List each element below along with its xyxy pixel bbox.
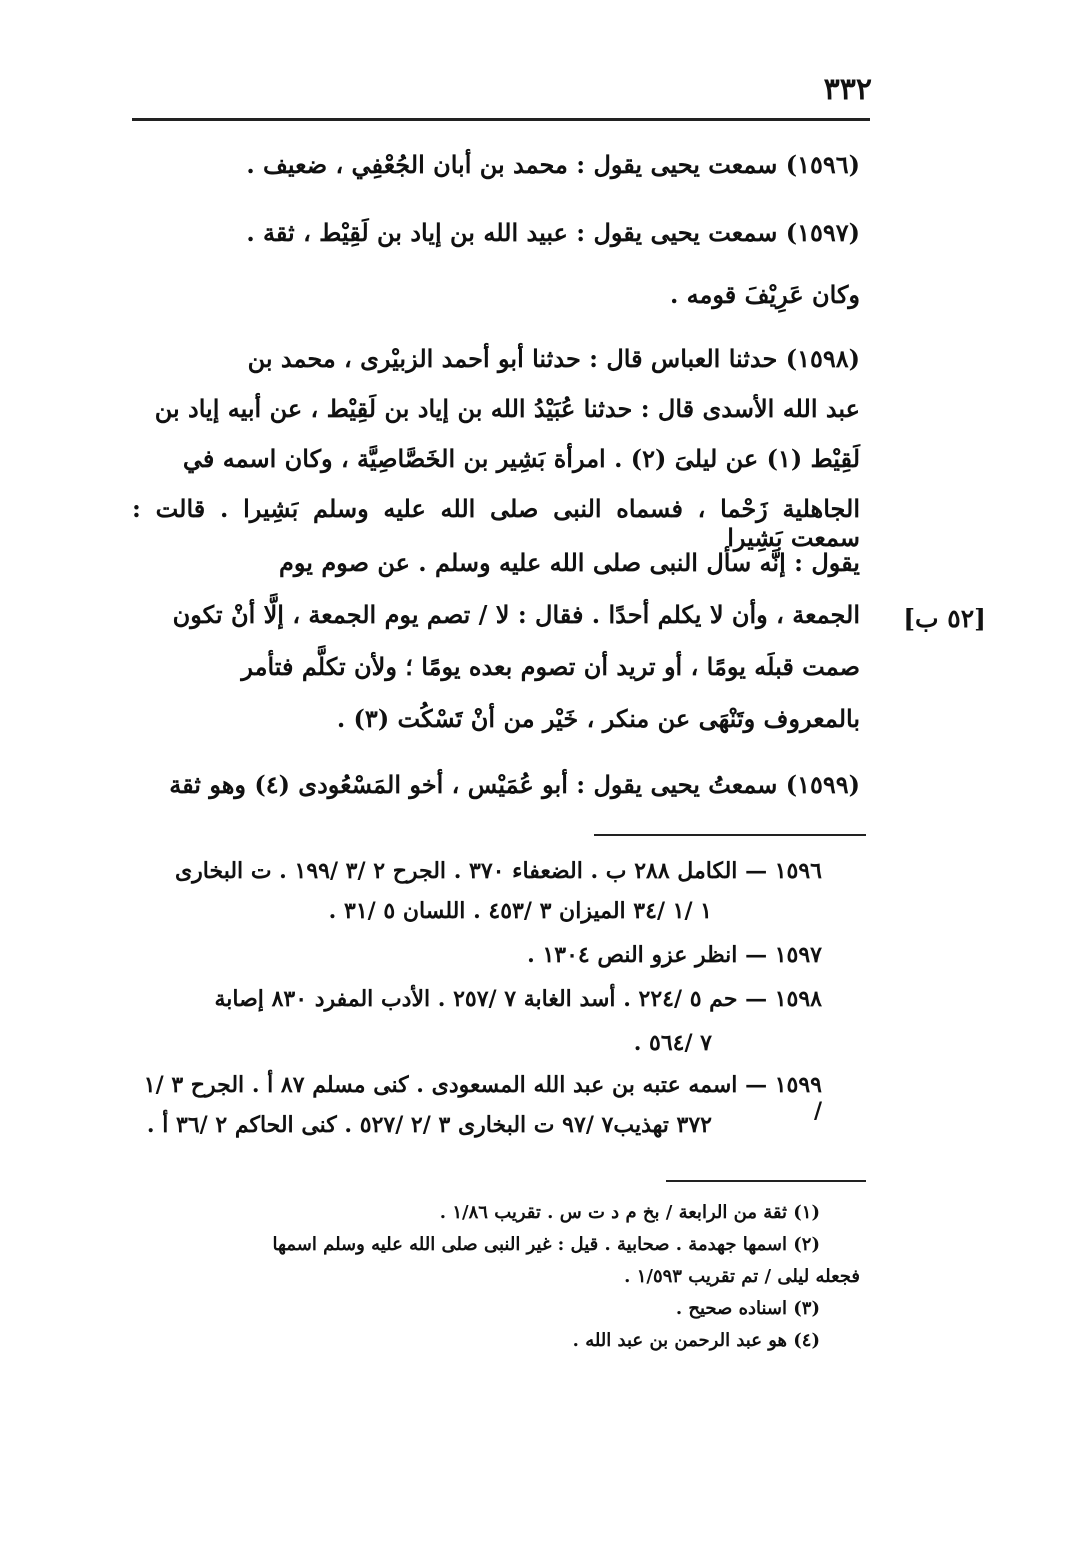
footnote-2-line-2: فجعله ليلى / تم تقريب ١/٥٩٣ . [624, 1266, 860, 1287]
page-number: ٣٣٢ [823, 72, 872, 107]
entry-1599: (١٥٩٩) سمعتُ يحيى يقول : أبو عُمَيْس ، أخو المَسْعُودى (٤) وهو ثقة [169, 770, 860, 799]
entry-1598-line-8: بالمعروف وتَنْهَى عن منكر ، خَيْر من أنْ تَسْكُت (٣) . [336, 704, 860, 733]
footnotes-rule [666, 1180, 866, 1182]
entry-1598-line-7: صمت قبلَه يومًا ، أو تريد أن تصوم بعده يومًا ؛ ولأن تكلَّم فتأمر [241, 652, 860, 681]
footnote-2-line-1: (٢) اسمها جهدمة . صحابية . قيل : غير النبى صلى الله عليه وسلم اسمها [272, 1234, 820, 1255]
entry-1598-line-6: الجمعة ، وأن لا يكلم أحدًا . فقال : لا / تصم يوم الجمعة ، إلَّا أنْ تكون [172, 600, 860, 629]
footnote-4: (٤) هو عبد الرحمن بن عبد الله . [572, 1330, 820, 1351]
folio-margin-note: [٥٢ ب] [903, 604, 986, 633]
entry-1598-line-5: يقول : إنَّه سأل النبى صلى الله عليه وسلم . عن صوم يوم [279, 548, 860, 577]
ref-1598-line-1: ١٥٩٨ — حم ٥ /٢٢٤ . أسد الغابة ٧ /٢٥٧ . الأدب المفرد ٨٣٠ إصابة [214, 986, 822, 1012]
header-rule [132, 118, 870, 121]
ref-1598-line-2: ٧ /٥٦٤ . [633, 1030, 712, 1056]
entry-1597-line-1: (١٥٩٧) سمعت يحيى يقول : عبيد الله بن إياد بن لَقِيْط ، ثقة . [246, 218, 860, 247]
entry-1598-line-1: (١٥٩٨) حدثنا العباس قال : حدثنا أبو أحمد الزبيْرى ، محمد بن [247, 344, 860, 373]
ref-1596-line-2: ١ /١ /٣٤ الميزان ٣ /٤٥٣ . اللسان ٥ /٣١ . [328, 898, 712, 924]
references-rule [594, 834, 866, 836]
entry-1598-line-2: عبد الله الأسدى قال : حدثنا عُبَيْدُ الله بن إياد بن لَقِيْط ، عن أبيه إياد بن [154, 394, 860, 423]
ref-1596-line-1: ١٥٩٦ — الكامل ٢٨٨ ب . الضعفاء ٣٧٠ . الجرح ٢ /٣ /١٩٩ . ت البخارى [174, 858, 822, 884]
footnote-3: (٣) اسناده صحيح . [675, 1298, 820, 1319]
footnote-1: (١) ثقة من الرابعة / بخ م د ت س . تقريب ١/٨٦ . [439, 1202, 820, 1223]
entry-1598-line-3: لَقِيْط (١) عن ليلىَ (٢) . امرأة بَشِير بن الخَصَّاصِيَّة ، وكان اسمه في [182, 444, 860, 473]
ref-1597: ١٥٩٧ — انظر عزو النص ١٣٠٤ . [527, 942, 822, 968]
entry-1597-line-2: وكان عَرِيْفَ قومه . [669, 280, 860, 309]
ref-1599-line-2: ٣٧٢ تهذيب٧ /٩٧ ت البخارى ٣ /٢ /٥٢٧ . كنى الحاكم ٢ /٣٦ أ . [146, 1112, 712, 1138]
entry-1598-line-4: الجاهلية زَحْما ، فسماه النبى صلى الله عليه وسلم بَشِيرا . قالت : سمعت بَشِيرا [132, 494, 860, 552]
entry-1596: (١٥٩٦) سمعت يحيى يقول : محمد بن أبان الجُعْفِي ، ضعيف . [246, 150, 860, 179]
ref-1599-line-1: ١٥٩٩ — اسمه عتبه بن عبد الله المسعودى . كنى مسلم ٨٧ أ . الجرح ٣ /١ / [143, 1072, 822, 1124]
